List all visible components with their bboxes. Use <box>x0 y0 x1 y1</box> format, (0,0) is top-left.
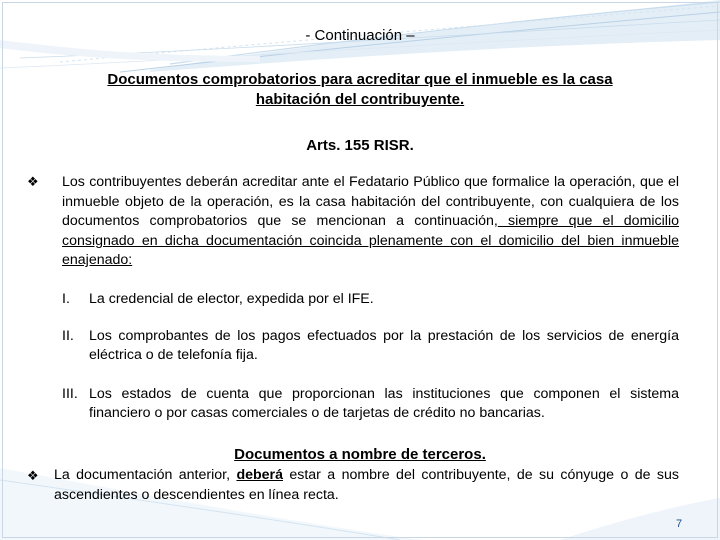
list-item <box>62 290 679 309</box>
list-item-number: III. <box>62 386 78 402</box>
arts-reference: Arts. 155 RISR. <box>306 137 414 154</box>
slide-subtitle <box>40 70 680 110</box>
list-item-number: II. <box>62 328 74 344</box>
terceros-heading: Documentos a nombre de terceros. <box>234 446 486 463</box>
paragraph-terceros-before: La documentación anterior, <box>54 467 231 483</box>
bullet-diamond-icon: ❖ <box>27 174 39 189</box>
bullet-diamond-icon: ❖ <box>27 468 39 483</box>
subtitle-line-2: habitación del contribuyente. <box>255 91 465 108</box>
page-number: 7 <box>676 518 683 530</box>
list-item-number: I. <box>62 291 70 307</box>
list-item-text: Los comprobantes de los pagos efectuados por la prestación de los servicios de energía eléctrica o de telefonía fija. <box>89 328 679 363</box>
slide-title: - Continuación – <box>305 27 415 44</box>
paragraph-terceros-after: estar a nombre del contribuyente, de su cónyuge o de sus ascendientes o descendientes en línea recta. <box>54 467 679 503</box>
paragraph-requirements-text: Los contribuyentes deberán acreditar ante el Fedatario Público que formalice la operación, que el inmueble objeto de la operación, es la casa habitación del contribuyente, con cualquiera de los documentos comprobatorios que se mencionan a continuación, <box>62 174 679 230</box>
list-item-text: La credencial de elector, expedida por el IFE. <box>89 291 374 307</box>
paragraph-terceros-emphasis: deberá <box>236 467 283 483</box>
paragraph-requirements-underlined: siempre que el domicilio consignado en dicha documentación coincida plenamente con el domicilio del bien inmueble enajenado: <box>62 213 679 269</box>
list-item <box>62 327 679 365</box>
paragraph-requirements <box>62 173 679 271</box>
subtitle-line-1: Documentos comprobatorios para acreditar que el inmueble es la casa <box>107 71 613 88</box>
paragraph-terceros <box>54 466 679 505</box>
list-item <box>62 385 679 423</box>
list-item-text: Los estados de cuenta que proporcionan las instituciones que componen el sistema financiero o por casas comerciales o de tarjetas de crédito no bancarias. <box>89 386 679 421</box>
